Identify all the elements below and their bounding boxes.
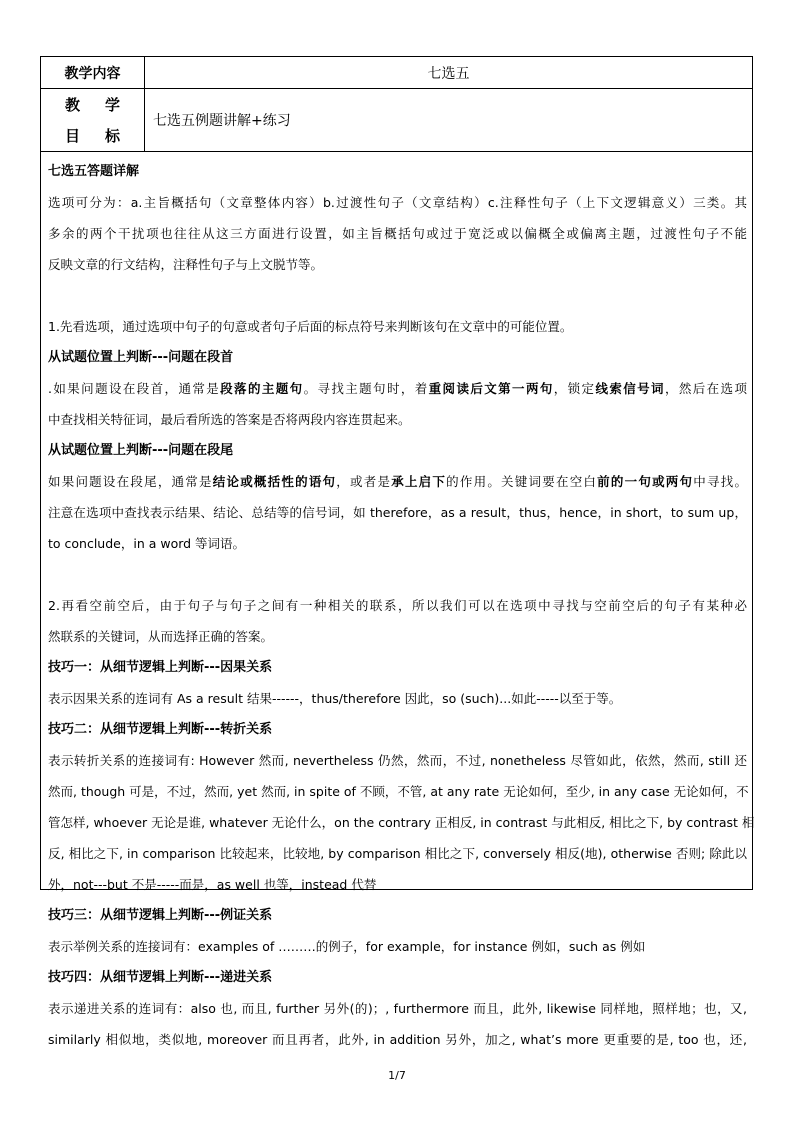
content-row [41, 57, 752, 89]
subheading: 从试题位置上判断---问题在段首 [48, 350, 234, 365]
goal-label-char: 教 [65, 96, 81, 114]
blank-line [48, 280, 747, 311]
goal-label-char: 标 [105, 127, 121, 145]
lesson-body [41, 152, 755, 1047]
lesson-table [40, 56, 755, 1047]
step-two: 然联系的关键词，从而选择正确的答案。 [48, 629, 274, 644]
goal-value: 七选五例题讲解+练习 [153, 113, 291, 129]
step-two: 2.再看空前空后，由于句子与句子之间有一种相关的联系，所以我们可以在选项中寻找与空前空后的句子有某种必 [48, 598, 747, 613]
content-label: 教学内容 [41, 57, 145, 88]
tip-line: 然而, though 可是，不过，然而, yet 然而, in spite of 不顾，不管, at any rate 无论如何，至少, in any case 无论如何，不 [48, 784, 749, 799]
paragraph-line: 注意在选项中查找表示结果、结论、总结等的信号词，如 therefore，as a result，thus，hence，in short，to sum up， [48, 505, 747, 520]
tip-line: 管怎样, whoever 无论是谁, whatever 无论什么，on the contrary 正相反, in contrast 与此相反, 相比之下, by contrast 相 [48, 815, 755, 830]
paragraph-line: 如果问题设在段尾，通常是结论或概括性的语句，或者是承上启下的作用。关键词要在空白前的一句或两句中寻找。 [48, 474, 747, 489]
tip-line: 表示递进关系的连词有：also 也, 而且, further 另外(的)；, furthermore 而且，此外, likewise 同样地，照样地；也，又, [48, 1001, 747, 1016]
intro-line: 反映文章的行文结构，注释性句子与上文脱节等。 [48, 257, 324, 272]
paragraph-line: .如果问题设在段首，通常是段落的主题句。寻找主题句时，着重阅读后文第一两句，锁定线索信号词，然后在选项 [48, 381, 747, 396]
page-number: 1/7 [388, 1069, 406, 1082]
tip-line: 表示转折关系的连接词有: However 然而, nevertheless 仍然，然而，不过, nonetheless 尽管如此，依然，然而, still 还 [48, 753, 747, 768]
goal-row [41, 89, 752, 152]
goal-label-char: 目 [65, 127, 81, 145]
tip-heading: 技巧三：从细节逻辑上判断---例证关系 [48, 908, 273, 923]
paragraph-line: to conclude，in a word 等词语。 [48, 536, 246, 551]
goal-label [41, 89, 145, 151]
tip-line: 表示举例关系的连接词有：examples of ………的例子，for example，for instance 例如，such as 例如 [48, 939, 646, 954]
intro-line: 多余的两个干扰项也往往从这三方面进行设置，如主旨概括句或过于宽泛或以偏概全或偏离主题，过渡性句子不能 [48, 226, 747, 241]
subheading: 从试题位置上判断---问题在段尾 [48, 443, 234, 458]
tip-line: similarly 相似地，类似地, moreover 而且再者，此外, in addition 另外，加之, what’s more 更重要的是, too 也，还, [48, 1032, 747, 1047]
intro-line: 选项可分为：a.主旨概括句（文章整体内容）b.过渡性句子（文章结构）c.注释性句子（上下文逻辑意义）三类。其 [48, 195, 747, 210]
tip-line: 外，not---but 不是-----而是，as well 也等，instead 代替 [48, 877, 377, 892]
tip-line: 表示因果关系的连词有 As a result 结果------，thus/therefore 因此，so (such)...如此-----以至于等。 [48, 691, 622, 706]
section-title: 七选五答题详解 [48, 164, 140, 179]
tip-line: 反, 相比之下, in comparison 比较起来，比较地, by comparison 相比之下, conversely 相反(地), otherwise 否则; 除此以 [48, 846, 747, 861]
blank-line [48, 559, 747, 590]
paragraph-line: 中查找相关特征词，最后看所选的答案是否将两段内容连贯起来。 [48, 412, 411, 427]
tip-heading: 技巧四：从细节逻辑上判断---递进关系 [48, 970, 273, 985]
content-value: 七选五 [427, 65, 470, 82]
step-one: 1.先看选项，通过选项中句子的句意或者句子后面的标点符号来判断该句在文章中的可能位置。 [48, 319, 573, 334]
tip-heading: 技巧一：从细节逻辑上判断---因果关系 [48, 660, 273, 675]
goal-label-char: 学 [105, 96, 121, 114]
tip-heading: 技巧二：从细节逻辑上判断---转折关系 [48, 722, 273, 737]
